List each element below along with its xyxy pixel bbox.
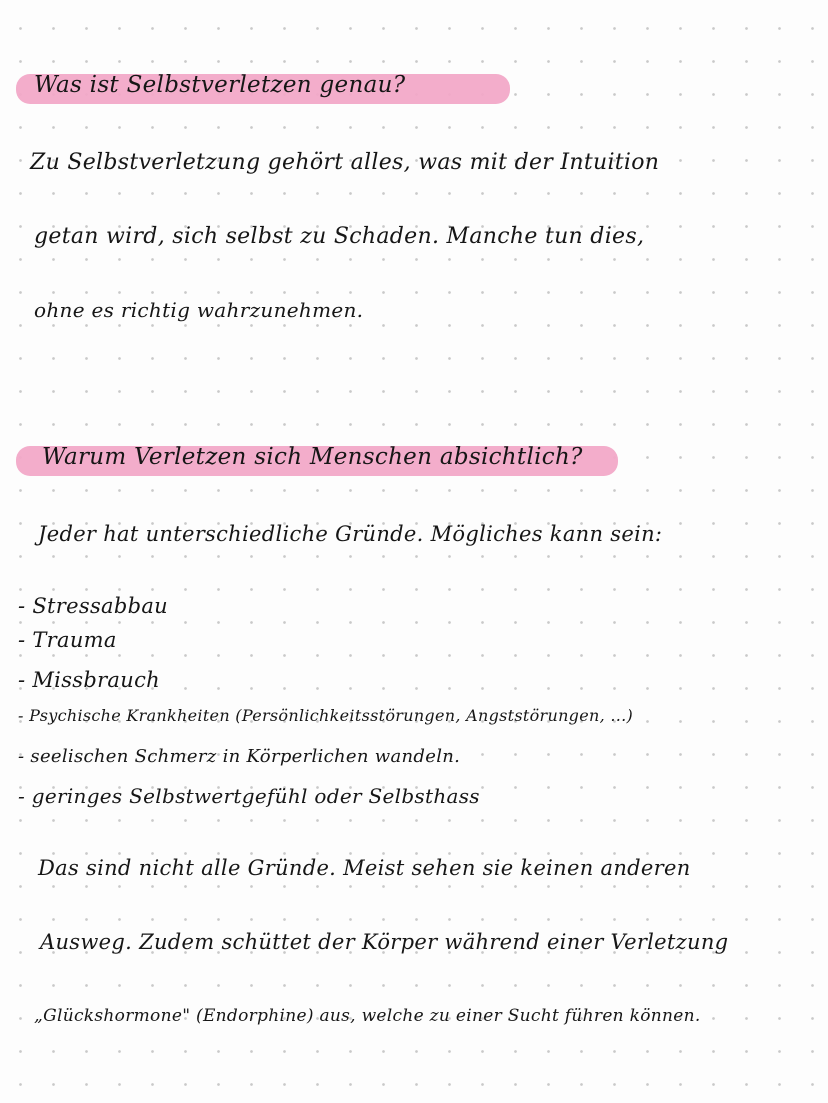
- section-heading: Was ist Selbstverletzen genau?: [34, 72, 406, 98]
- text-line: „Glückshormone" (Endorphine) aus, welche zu einer Sucht führen können.: [34, 1006, 701, 1026]
- list-item: - Trauma: [18, 628, 117, 652]
- list-item: - seelischen Schmerz in Körperlichen wandeln.: [18, 746, 461, 767]
- list-item: - Psychische Krankheiten (Persönlichkeitsstörungen, Angststörungen, ...): [18, 706, 634, 725]
- text-line: Zu Selbstverletzung gehört alles, was mit der Intuition: [30, 150, 660, 175]
- section-heading: Warum Verletzen sich Menschen absichtlich?: [42, 444, 583, 470]
- list-item: - Stressabbau: [18, 594, 168, 618]
- text-line: ohne es richtig wahrzunehmen.: [34, 298, 364, 322]
- text-line: getan wird, sich selbst zu Schaden. Manche tun dies,: [34, 224, 645, 249]
- text-line: Ausweg. Zudem schüttet der Körper während einer Verletzung: [40, 930, 729, 954]
- list-item: - Missbrauch: [18, 668, 160, 692]
- text-line: Jeder hat unterschiedliche Gründe. Mögliches kann sein:: [38, 522, 663, 546]
- text-line: Das sind nicht alle Gründe. Meist sehen sie keinen anderen: [38, 856, 691, 880]
- list-item: - geringes Selbstwertgefühl oder Selbsthass: [18, 784, 480, 808]
